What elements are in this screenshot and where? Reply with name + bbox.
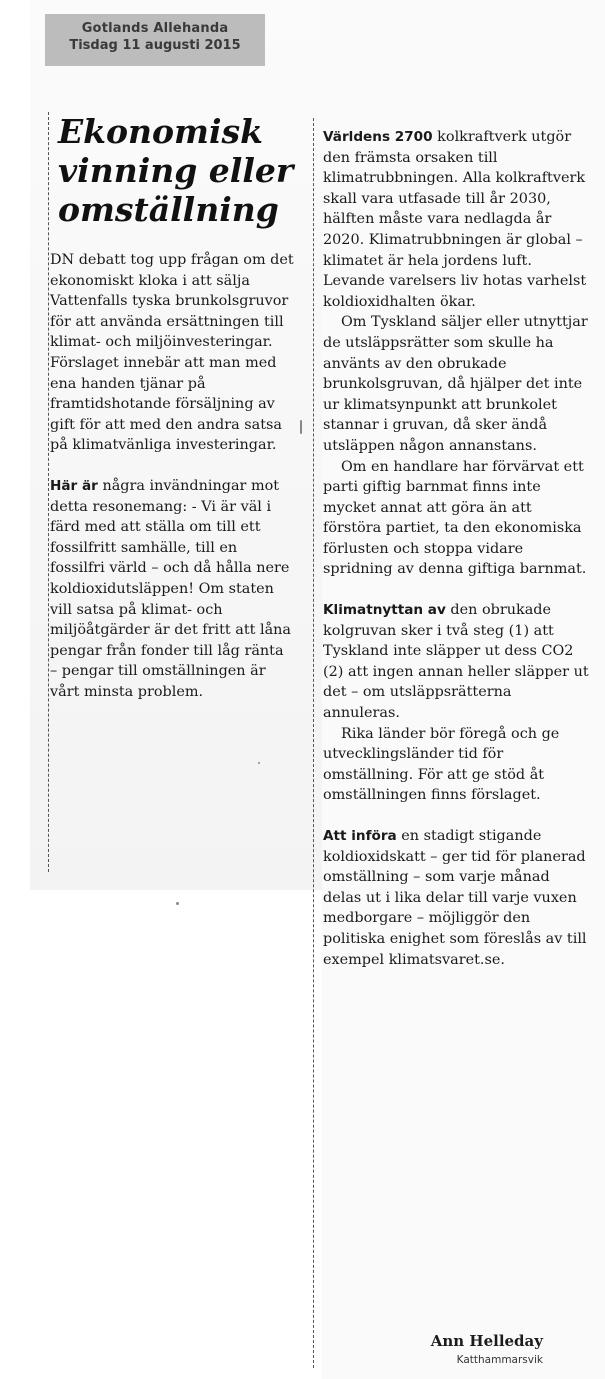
- headline: [58, 112, 308, 229]
- left-paragraph-2: [50, 476, 295, 703]
- left-paragraph-2-body: några invändningar mot detta resonemang: - Vi är väl i färd med att ställa om till ett fossilfritt samhälle, till en fossilfri värld – och då hålla nere koldioxidutsläppen! Om staten vill satsa på klimat- och miljöåtgärder är det fritt att låna pengar från fonder till låg ränta – pengar till omställningen är vårt minsta problem.: [50, 477, 292, 700]
- right-paragraph-6-body: en stadigt stigande koldioxidskatt – ger tid för planerad omställning – som varje månad delas ut i lika delar till varje vuxen medborgare – möjliggör den politiska enighet som föreslås av till exempel klimatsvaret.se.: [323, 828, 587, 968]
- right-paragraph-3: Om en handlare har förvärvat ett parti giftig barnmat finns inte mycket annat att göra än att förstöra partiet, ta den ekonomiska förlusten och stoppa vidare spridning av denna giftiga barnmat.: [323, 458, 587, 578]
- right-paragraph-1-body: kolkraftverk utgör den främsta orsaken till klimatrubbningen. Alla kolkraftverk skall vara utfasade till år 2030, hälften måste vara nedlagda år 2020. Klimatrubbningen är global – klimatet är hela jordens luft. Levande varelsers liv hotas varhelst koldioxidhalten ökar.: [323, 129, 587, 310]
- left-column: [50, 250, 295, 702]
- right-paragraph-1-lead: Världens 2700: [323, 129, 433, 145]
- right-paragraph-4-lead: Klimatnyttan av: [323, 602, 446, 619]
- masthead-date: Tisdag 11 augusti 2015: [69, 38, 241, 53]
- right-column: [323, 127, 591, 970]
- byline-name: Ann Helleday: [430, 1332, 543, 1350]
- scan-speck: [300, 420, 302, 434]
- headline-line-3: omställning: [58, 190, 279, 229]
- masthead: [45, 14, 265, 66]
- headline-line-2: vinning eller: [58, 151, 294, 190]
- column-rule-left: [48, 112, 49, 872]
- right-paragraph-4-body: den obrukade kolgruvan sker i två steg (1) att Tyskland inte släpper ut dess CO2 (2) att ingen annan heller släpper ut det – om utsläppsrätterna annuleras.: [323, 602, 589, 722]
- right-paragraph-2: Om Tyskland säljer eller utnyttjar de utsläppsrätter som skulle ha använts av den obrukade brunkolsgruvan, då hjälper det inte ur klimatsynpunkt att brunkolet stannar i gruvan, då sker ändå utsläppen någon annanstans.: [323, 314, 588, 454]
- column-rule-right: [313, 118, 314, 1368]
- byline-place: Katthammarsvik: [456, 1354, 543, 1366]
- masthead-paper: Gotlands Allehanda: [81, 21, 229, 36]
- right-paragraph-4: [323, 600, 591, 724]
- scan-speck: [258, 762, 260, 764]
- right-paragraph-5: Rika länder bör föregå och ge utvecklingsländer tid för omställning. För att ge stöd åt omställningen finns förslaget.: [323, 725, 560, 804]
- right-paragraph-6-lead: Att införa: [323, 828, 397, 844]
- scan-speck: [176, 902, 179, 905]
- left-paragraph-2-lead: Här är: [50, 477, 98, 494]
- left-paragraph-1: DN debatt tog upp frågan om det ekonomiskt kloka i att sälja Vattenfalls tyska brunkolsgruvor för att använda ersättningen till klimat- och miljöinvesteringar. Förslaget innebär att man med ena handen tjänar på framtidshotande försäljning av gift för att med den andra satsa på klimatvänliga investeringar.: [50, 252, 294, 454]
- right-paragraph-6: [323, 826, 591, 970]
- right-paragraph-1: [323, 127, 591, 312]
- headline-line-1: Ekonomisk: [58, 112, 263, 151]
